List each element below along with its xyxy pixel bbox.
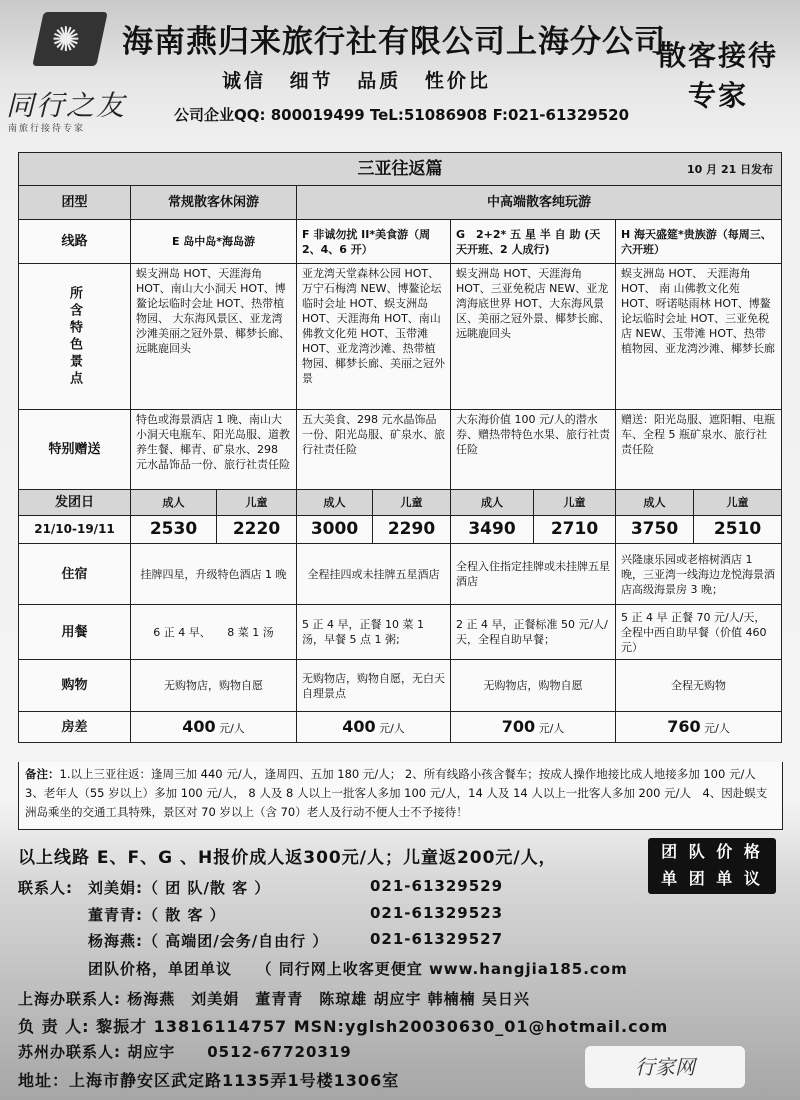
spots-header: 所含特色景点 bbox=[67, 285, 82, 388]
itinerary-table bbox=[18, 152, 782, 743]
sun-wave-logo bbox=[32, 12, 107, 66]
adult-label: 成人 bbox=[297, 490, 373, 516]
adult-label: 成人 bbox=[616, 490, 694, 516]
price-g-adult: 3490 bbox=[451, 516, 534, 544]
tagline: 散客接待专家 bbox=[657, 39, 778, 112]
room-diff-unit: 元/人 bbox=[219, 721, 245, 735]
brand-subtitle: 南旅行接待专家 bbox=[8, 124, 86, 134]
room-diff-unit: 元/人 bbox=[704, 721, 730, 735]
table-title: 三亚往返篇 bbox=[357, 158, 443, 179]
price-h-adult: 3750 bbox=[616, 516, 694, 544]
slogan: 诚信 细节 品质 性价比 bbox=[222, 70, 491, 92]
shopping-h: 全程无购物 bbox=[616, 660, 782, 712]
gifts-h: 赠送：阳光岛服、遮阳帽、电瓶车、全程 5 瓶矿泉水、旅行社责任险 bbox=[616, 410, 782, 490]
spots-e: 蜈支洲岛 HOT、天涯海角 HOT、南山大小洞天 HOT、博鳌论坛临时会址 HOT、热带植物园、 大东海风景区、亚龙湾沙滩美丽之冠外景、椰梦长廊、远眺鹿回头 bbox=[131, 264, 297, 410]
table-title-row bbox=[19, 153, 782, 186]
notes-box bbox=[18, 762, 783, 830]
hotel-g: 全程入住指定挂牌或未挂牌五星酒店 bbox=[451, 544, 616, 605]
notes-text: 1.以上三亚往返：逢周三加 440 元/人，逢周四、五加 180 元/人； 2、所有线路小孩含餐车；按成人操作地接比成人地接多加 100 元/人 3、老年人（55 岁以上）多加 100 元/人， 8 人及 8 人以上一批客人多加 100 元/人，14 人及 14 人以上一批客人多加 200 元/人 4、因赴蜈支洲岛乘坐的交通工具特殊，景区对 70 岁以上（含 70）老人及行动不便人士不予接待！ bbox=[25, 767, 768, 819]
team-price-badge bbox=[648, 838, 776, 894]
company-contact: 公司企业QQ: 800019499 TeL:51086908 F:021-61329520 bbox=[174, 106, 630, 124]
shanghai-office-contacts: 上海办联系人: 杨海燕 刘美娟 董青青 陈琼雄 胡应宇 韩楠楠 吴日兴 bbox=[18, 990, 530, 1008]
room-diff-h bbox=[616, 712, 782, 743]
adult-label: 成人 bbox=[131, 490, 217, 516]
team-price-line: 团队价格，单团单议 （ 同行网上收客更便宜 www.hangjia185.com bbox=[88, 960, 628, 978]
meal-header: 用餐 bbox=[19, 605, 131, 660]
sun-icon: ✺ bbox=[51, 20, 81, 60]
gifts-g: 大东海价值 100 元/人的潜水券、赠热带特色水果、旅行社责任险 bbox=[451, 410, 616, 490]
contact-name: 董青青:（ 散 客 ） bbox=[88, 906, 226, 924]
depart-header: 发团日 bbox=[19, 490, 131, 516]
room-diff-unit: 元/人 bbox=[379, 721, 405, 735]
route-h: H 海天盛筵*贵族游（每周三、六开班） bbox=[616, 220, 782, 264]
hotel-e: 挂牌四星，升级特色酒店 1 晚 bbox=[131, 544, 297, 605]
price-f-adult: 3000 bbox=[297, 516, 373, 544]
contact-phone: 021-61329529 bbox=[370, 877, 504, 895]
price-f-child: 2290 bbox=[373, 516, 451, 544]
room-diff-g bbox=[451, 712, 616, 743]
hotel-f: 全程挂四或未挂牌五星酒店 bbox=[297, 544, 451, 605]
room-diff-e-num: 400 bbox=[182, 716, 216, 736]
room-diff-h-num: 760 bbox=[667, 716, 701, 736]
contact-name: 刘美娟:（ 团 队/散 客 ） bbox=[88, 879, 271, 897]
contact-phone: 021-61329523 bbox=[370, 904, 504, 922]
child-label: 儿童 bbox=[373, 490, 451, 516]
adult-label: 成人 bbox=[451, 490, 534, 516]
price-h-child: 2510 bbox=[694, 516, 782, 544]
brand-name: 同行之友 bbox=[6, 89, 127, 122]
spots-h: 蜈支洲岛 HOT、 天涯海角 HOT、 南 山佛教文化苑 HOT、呀诺哒雨林 HOT、博鳌论坛临时会址 HOT、三亚免税店 NEW、玉带滩 HOT、热带植物园、亚龙湾沙滩、椰梦长廊 bbox=[616, 264, 782, 410]
route-g: G 2+2* 五 星 半 自 助 (天天开班、2 人成行) bbox=[451, 220, 616, 264]
route-f: F 非诚勿扰 II*美食游（周 2、4、6 开） bbox=[297, 220, 451, 264]
route-header: 线路 bbox=[19, 220, 131, 264]
room-diff-header: 房差 bbox=[19, 712, 131, 743]
shopping-g: 无购物店，购物自愿 bbox=[451, 660, 616, 712]
hotel-h: 兴隆康乐园或老榕树酒店 1 晚，三亚湾一线海边龙悦海景酒店高级海景房 3 晚； bbox=[616, 544, 782, 605]
group-type-premium: 中高端散客纯玩游 bbox=[297, 186, 782, 220]
meal-e: 6 正 4 早、 8 菜 1 汤 bbox=[131, 605, 297, 660]
room-diff-f-num: 400 bbox=[342, 716, 376, 736]
spots-f: 亚龙湾天堂森林公园 HOT、万宁石梅湾 NEW、博鳌论坛临时会址 HOT、蜈支洲岛 HOT、天涯海角 HOT、南山佛教文化苑 HOT、玉带滩 HOT、亚龙湾沙滩、热带植物园、椰梦长廊、美丽之冠外景 bbox=[297, 264, 451, 410]
gifts-e: 特色或海景酒店 1 晚、南山大小洞天电瓶车、阳光岛服、道教养生餐、椰青、矿泉水、298 元水晶饰品一份、旅行社责任险 bbox=[131, 410, 297, 490]
meal-g: 2 正 4 早，正餐标准 50 元/人/天，全程自助早餐； bbox=[451, 605, 616, 660]
depart-date: 21/10-19/11 bbox=[19, 516, 131, 544]
notes-label: 备注： bbox=[25, 767, 60, 781]
room-diff-f bbox=[297, 712, 451, 743]
badge-line: 单 团 单 议 bbox=[661, 869, 763, 888]
price-g-child: 2710 bbox=[534, 516, 616, 544]
contact-name: 杨海燕:（ 高端团/会务/自由行 ） bbox=[88, 932, 329, 950]
meal-f: 5 正 4 早，正餐 10 菜 1 汤，早餐 5 点 1 粥; bbox=[297, 605, 451, 660]
gifts-header: 特别赠送 bbox=[19, 410, 131, 490]
spots-g: 蜈支洲岛 HOT、天涯海角 HOT、三亚免税店 NEW、亚龙湾海底世界 HOT、大东海风景区、美丽之冠外景、椰梦长廊、远眺鹿回头 bbox=[451, 264, 616, 410]
address: 地址：上海市静安区武定路1135弄1号楼1306室 bbox=[18, 1071, 400, 1090]
shopping-e: 无购物店，购物自愿 bbox=[131, 660, 297, 712]
room-diff-g-num: 700 bbox=[501, 716, 536, 736]
rebate-promo: 以上线路 E、F、G 、H报价成人返300元/人；儿童返200元/人， bbox=[18, 848, 557, 868]
child-label: 儿童 bbox=[534, 490, 616, 516]
page-header bbox=[0, 0, 800, 140]
publish-date: 10 月 21 日发布 bbox=[686, 163, 774, 176]
child-label: 儿童 bbox=[217, 490, 297, 516]
contact-phone: 021-61329527 bbox=[370, 930, 504, 948]
badge-line: 团 队 价 格 bbox=[661, 842, 763, 861]
route-e: E 岛中岛*海岛游 bbox=[131, 220, 297, 264]
suzhou-office: 苏州办联系人: 胡应宇 0512-67720319 bbox=[18, 1043, 352, 1061]
manager-line: 负 责 人: 黎振才 13816114757 MSN:yglsh20030630_01@hotmail.com bbox=[18, 1017, 669, 1036]
meal-h: 5 正 4 早 正餐 70 元/人/天，全程中西自助早餐（价值 460 元） bbox=[616, 605, 782, 660]
room-diff-unit: 元/人 bbox=[538, 721, 565, 735]
group-type-header: 团型 bbox=[19, 186, 131, 220]
hotel-header: 住宿 bbox=[19, 544, 131, 605]
price-e-adult: 2530 bbox=[131, 516, 217, 544]
room-diff-e bbox=[131, 712, 297, 743]
price-e-child: 2220 bbox=[217, 516, 297, 544]
hangjia-watermark: 行家网 bbox=[585, 1046, 745, 1088]
gifts-f: 五大美食、298 元水晶饰品一份、阳光岛服、矿泉水、旅行社责任险 bbox=[297, 410, 451, 490]
spots-header-cell bbox=[19, 264, 131, 410]
contact-label: 联系人: bbox=[18, 879, 73, 897]
group-type-regular: 常规散客休闲游 bbox=[131, 186, 297, 220]
shopping-f: 无购物店，购物自愿，无白天自理景点 bbox=[297, 660, 451, 712]
company-title: 海南燕归来旅行社有限公司上海分公司 bbox=[122, 24, 666, 60]
shopping-header: 购物 bbox=[19, 660, 131, 712]
child-label: 儿童 bbox=[694, 490, 782, 516]
